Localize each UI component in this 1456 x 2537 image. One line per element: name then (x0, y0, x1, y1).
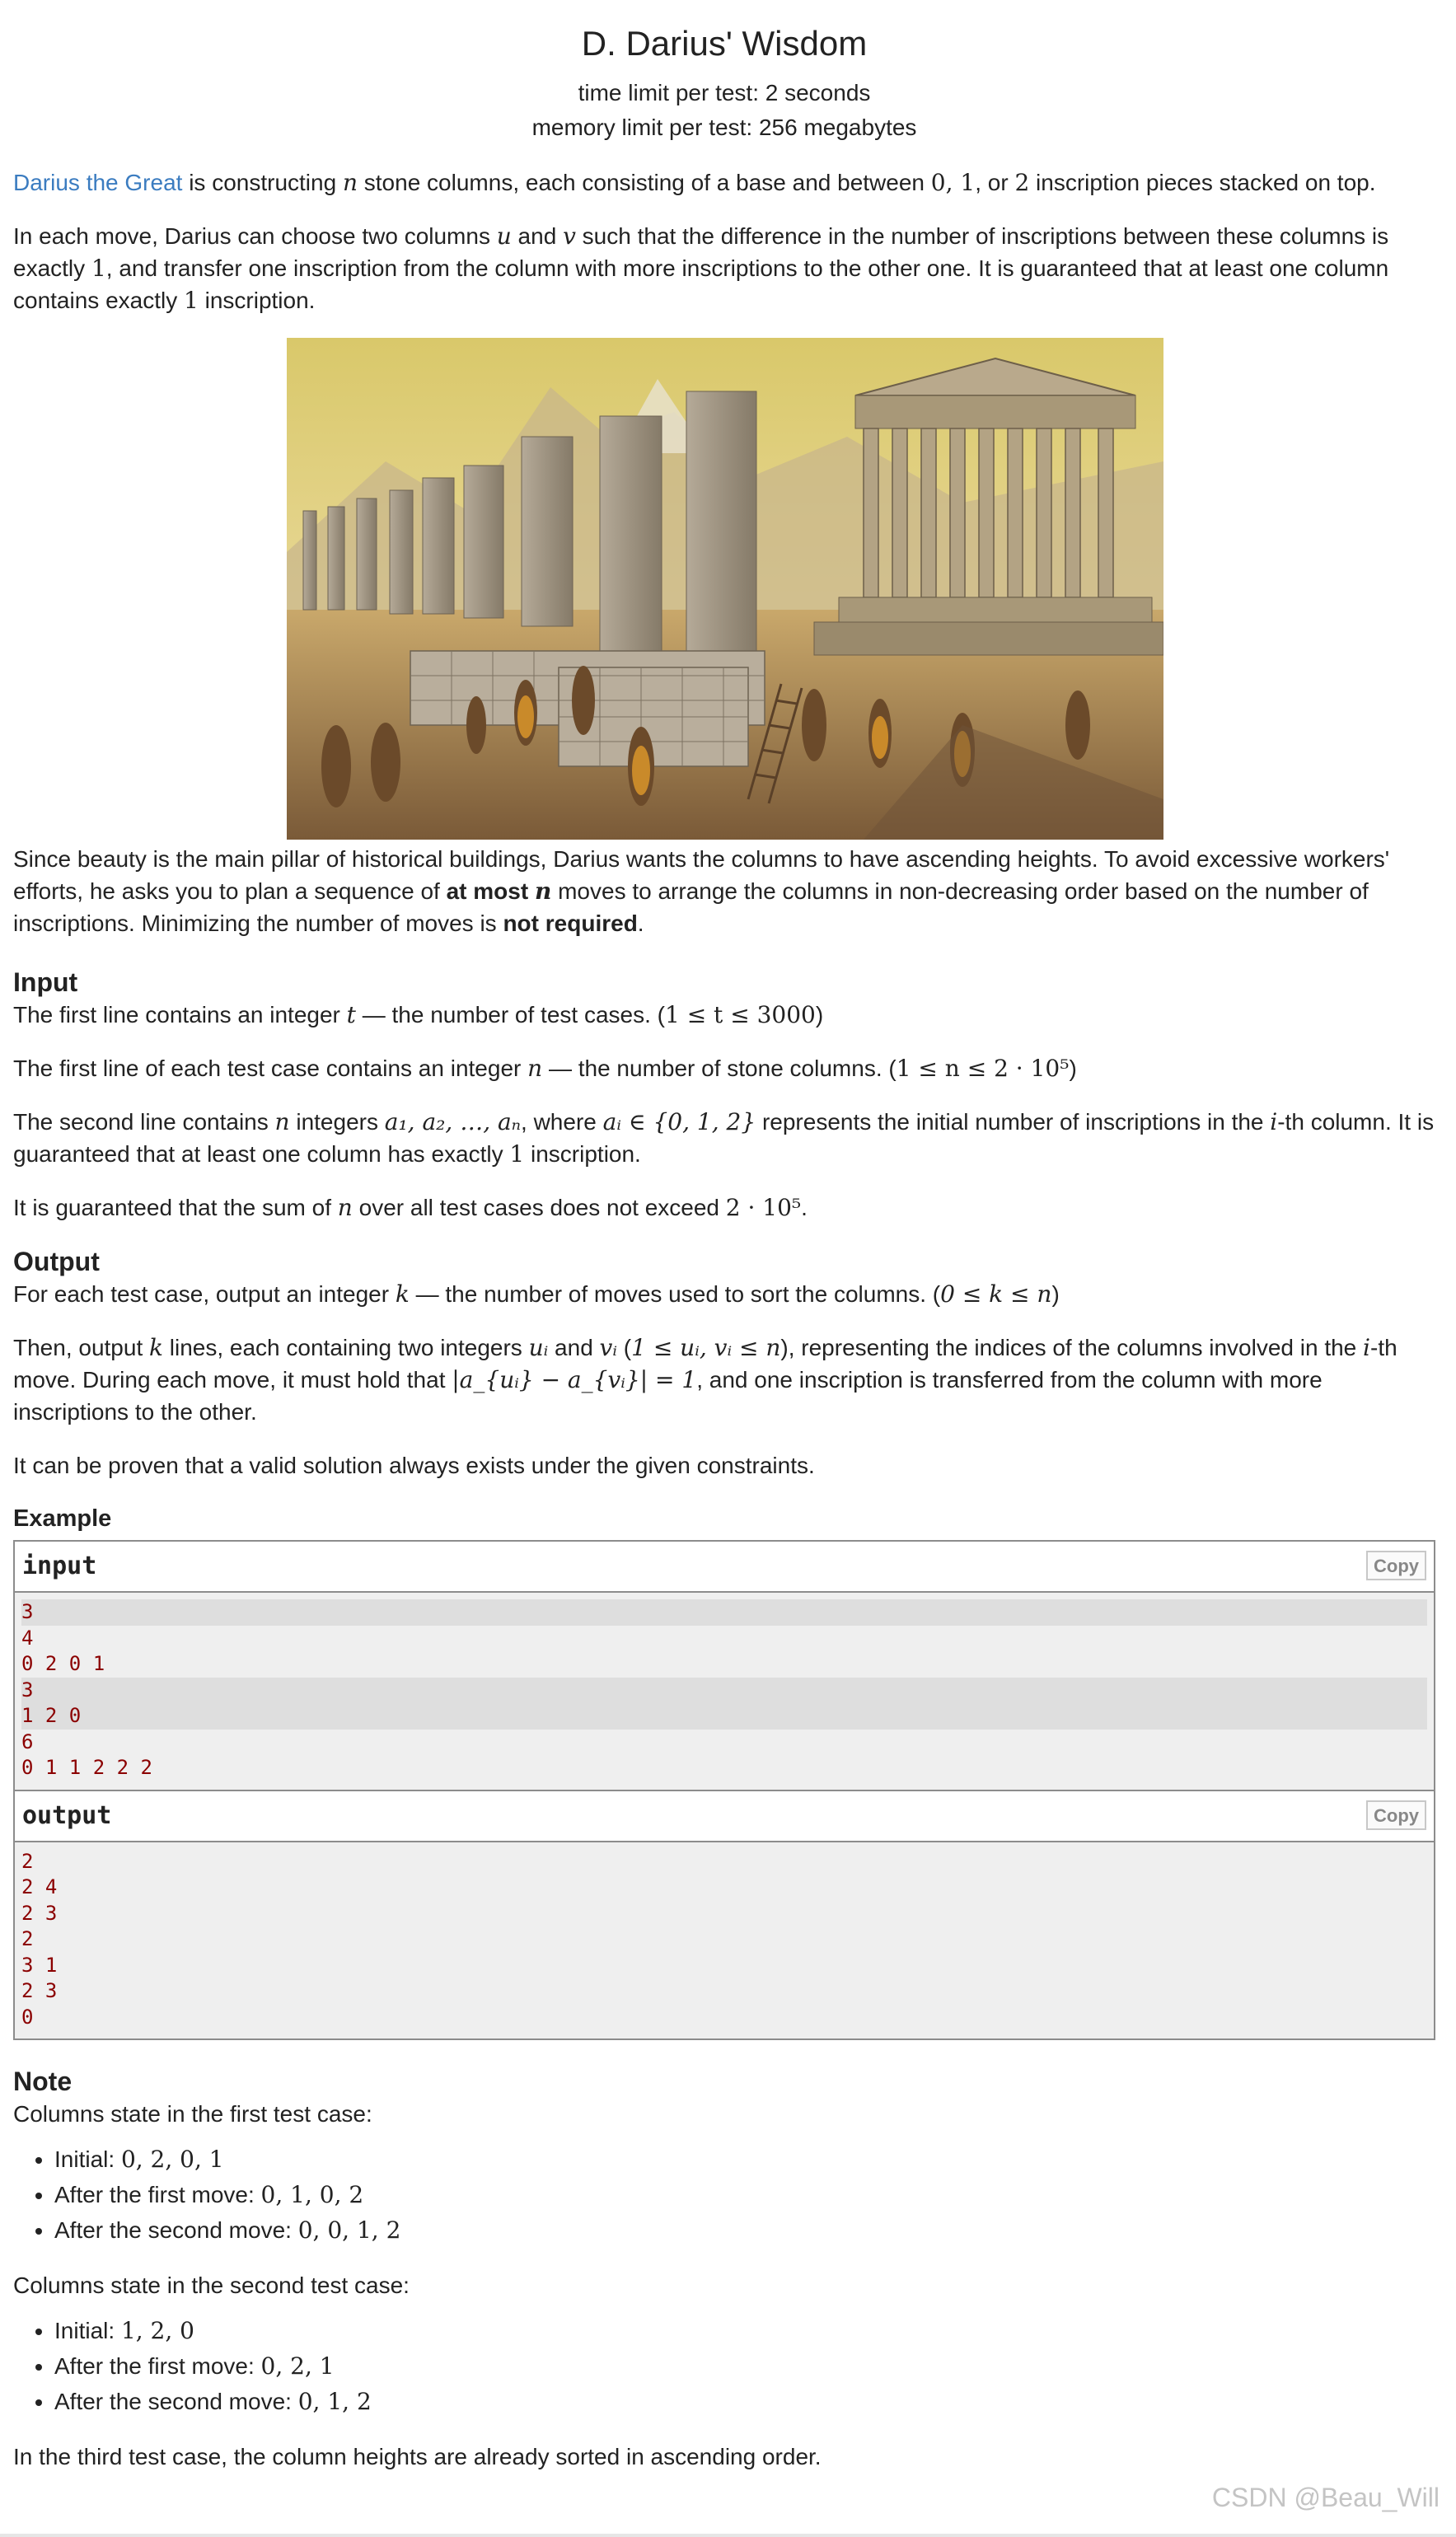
bottom-divider (0, 2534, 1456, 2537)
input-line-4: It is guaranteed that the sum of n over all test cases does not exceed 2 · 10⁵. (13, 1194, 808, 1221)
sample-input-label: input (22, 1552, 97, 1580)
output-line-1: For each test case, output an integer k — the number of moves used to sort the columns. (0 ≤ k ≤ n) (13, 1280, 1060, 1308)
legend-paragraph-2: In each move, Darius can choose two columns u and v such that the difference in the number of inscriptions between these columns is exactly 1, and transfer one inscription from the column with more inscriptions to the other one. It is guaranteed that at least one column contains exactly 1 inscription. (13, 222, 1389, 314)
persian-construction-illustration (287, 338, 1163, 840)
sample-output-header (15, 1791, 1434, 1842)
copy-output-button[interactable]: Copy (1366, 1800, 1426, 1830)
output-heading: Output (13, 1247, 100, 1276)
output-code-line: 2 (21, 1927, 34, 1950)
illustration-image (287, 338, 1163, 840)
output-line-2: Then, output k lines, each containing two integers uᵢ and vᵢ (1 ≤ uᵢ, vᵢ ≤ n), representing the indices of the columns involved in the i-th move. During each move, it must hold that |a_{uᵢ} − a_{vᵢ}| = 1, and one inscription is transferred from the column with more inscriptions to the other. (13, 1334, 1397, 1425)
problem-statement (13, 0, 1435, 2494)
note-case3: In the third test case, the column heights are already sorted in ascending order. (13, 2444, 822, 2469)
darius-the-great-link[interactable]: Darius the Great (13, 170, 183, 195)
note-case2-intro: Columns state in the second test case: (13, 2273, 410, 2298)
sample-test (13, 1540, 1435, 2040)
input-code-line: 0 2 0 1 (21, 1652, 105, 1675)
input-code-line: 0 1 1 2 2 2 (21, 1756, 152, 1779)
list-item: • After the first move: 0, 1, 0, 2 (54, 2177, 1435, 2212)
input-line-2: The first line of each test case contains an integer n — the number of stone columns. (1 ≤ n ≤ 2 · 10⁵) (13, 1055, 1077, 1082)
input-line-3: The second line contains n integers a₁, a₂, …, aₙ, where aᵢ ∈ {0, 1, 2} represents the initial number of inscriptions in the i-th column. It is guaranteed that at least one column has exactly 1 inscription. (13, 1108, 1435, 1168)
sample-input-body (15, 1593, 1434, 1790)
list-item: • Initial: 0, 2, 0, 1 (54, 2141, 1435, 2177)
list-item: • Initial: 1, 2, 0 (54, 2313, 1435, 2348)
legend-paragraph-1: Darius the Great is constructing n stone columns, each consisting of a base and between 0, 1, or 2 inscription pieces stacked on top. (13, 169, 1376, 196)
input-code-line: 3 (21, 1678, 1427, 1704)
list-item: • After the second move: 0, 0, 1, 2 (54, 2212, 1435, 2248)
sample-output-body (15, 1842, 1434, 2039)
note-case2-list (13, 2313, 1435, 2419)
input-code-line: 3 (21, 1599, 1427, 1626)
output-line-3: It can be proven that a valid solution always exists under the given constraints. (13, 1453, 815, 1478)
output-code-line: 2 3 (21, 1979, 58, 2002)
input-code-line: 1 2 0 (21, 1703, 1427, 1730)
output-code-line: 2 3 (21, 1901, 58, 1925)
input-code-line: 4 (21, 1626, 34, 1650)
copy-input-button[interactable]: Copy (1366, 1551, 1426, 1580)
problem-limits (13, 76, 1435, 145)
list-item: • After the first move: 0, 2, 1 (54, 2348, 1435, 2384)
output-code-line: 2 4 (21, 1875, 58, 1898)
legend-paragraph-3: Since beauty is the main pillar of historical buildings, Darius wants the columns to have ascending heights. To avoid excessive workers' efforts, he asks you to plan a sequence of at most n moves to arrange the columns in non-decreasing order based on the number of inscriptions. Minimizing the number of moves is not required. (13, 846, 1390, 936)
watermark: CSDN @Beau_Will (1211, 2483, 1440, 2512)
note-case1-intro: Columns state in the first test case: (13, 2101, 372, 2127)
memory-limit: memory limit per test: 256 megabytes (531, 115, 917, 140)
input-code-line: 6 (21, 1730, 34, 1753)
sample-output-label: output (22, 1800, 112, 1830)
note-heading: Note (13, 2067, 73, 2096)
problem-title: D. Darius' Wisdom (581, 24, 868, 63)
sample-input-header (15, 1542, 1434, 1593)
list-item: • After the second move: 0, 1, 2 (54, 2384, 1435, 2419)
note-case1-list (13, 2141, 1435, 2248)
output-code-line: 3 1 (21, 1953, 58, 1977)
output-code-line: 0 (21, 2005, 34, 2029)
output-code-line: 2 (21, 1849, 34, 1873)
time-limit: time limit per test: 2 seconds (578, 80, 871, 105)
input-line-1: The first line contains an integer t — the number of test cases. (1 ≤ t ≤ 3000) (13, 1001, 824, 1028)
example-title: Example (13, 1505, 112, 1532)
input-heading: Input (13, 967, 78, 997)
